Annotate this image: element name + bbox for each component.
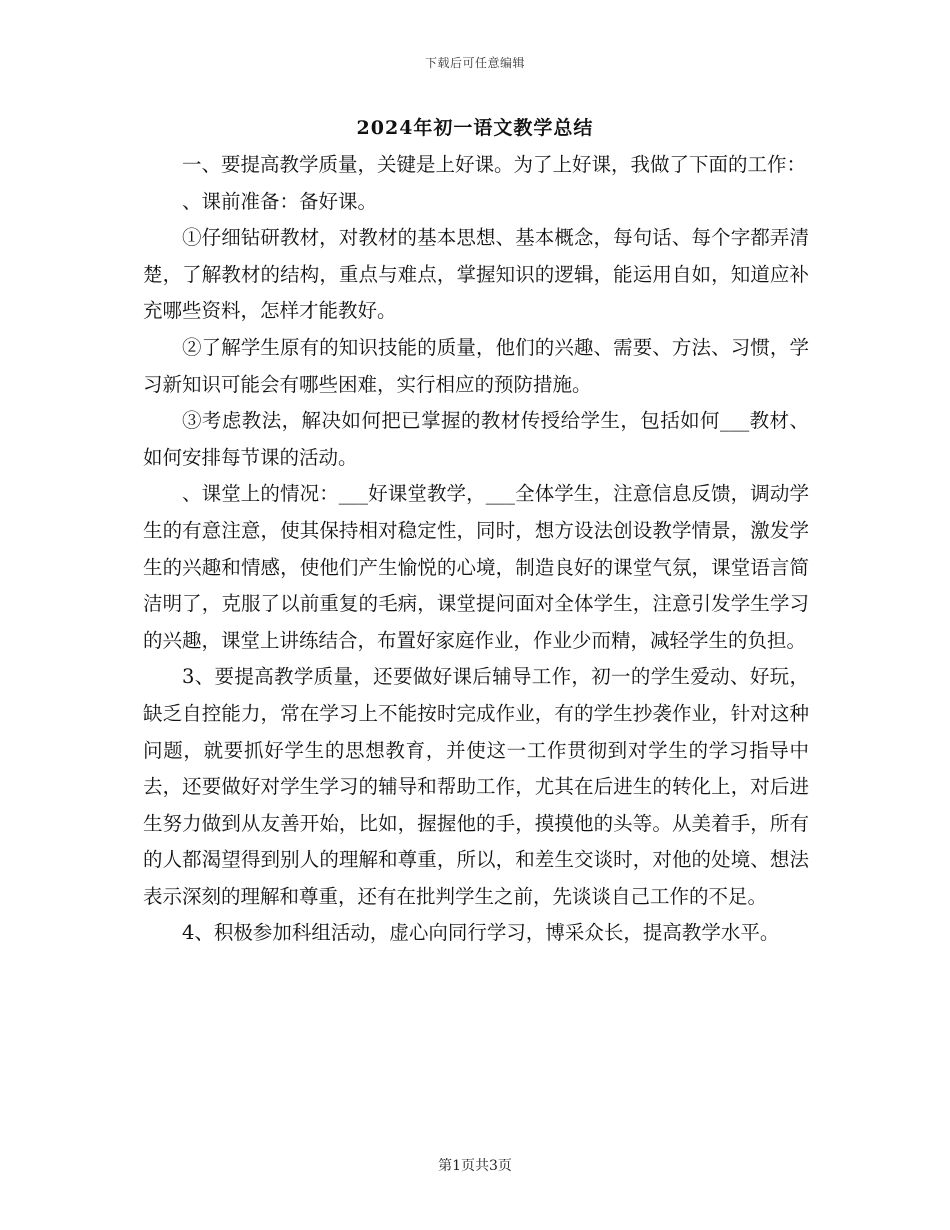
paragraph: 、课堂上的情况：___好课堂教学，___全体学生，注意信息反馈，调动学生的有意注意，使其保持相对稳定性，同时，想方设法创设教学情景，激发学生的兴趣和情感，使他们产生愉悦的心境，制造良好的课堂气氛，课堂语言简洁明了，克服了以前重复的毛病，课堂提问面对全体学生，注意引发学生学习的兴趣，课堂上讲练结合，布置好家庭作业，作业少而精，减轻学生的负担。 xyxy=(143,482,809,652)
header-note: 下载后可任意编辑 xyxy=(424,56,525,70)
paragraph: 3、要提高教学质量，还要做好课后辅导工作，初一的学生爱动、好玩，缺乏自控能力，常在学习上不能按时完成作业，有的学生抄袭作业，针对这种问题，就要抓好学生的思想教育，并使这一工作贯彻到对学生的学习指导中去，还要做好对学生学习的辅导和帮助工作，尤其在后进生的转化上，对后进生努力做到从友善开始，比如，握握他的手，摸摸他的头等。从美着手，所有的人都渴望得到别人的理解和尊重，所以，和差生交谈时，对他的处境、想法表示深刻的理解和尊重，还有在批判学生之前，先谈谈自己工作的不足。 xyxy=(143,665,809,908)
paragraph: 4、积极参加科组活动，虚心向同行学习，博采众长，提高教学水平。 xyxy=(182,921,780,945)
paragraph: 一、要提高教学质量，关键是上好课。为了上好课，我做了下面的工作： xyxy=(182,153,807,176)
paragraph: 、课前准备：备好课。 xyxy=(182,189,378,213)
document-title: 2024年初一语文教学总结 xyxy=(356,117,594,139)
page-footer: 第1页共3页 xyxy=(438,1158,512,1174)
document-body xyxy=(143,147,809,952)
paragraph: ②了解学生原有的知识技能的质量，他们的兴趣、需要、方法、习惯，学习新知识可能会有哪些困难，实行相应的预防措施。 xyxy=(143,335,809,396)
paragraph: ①仔细钻研教材，对教材的基本思想、基本概念，每句话、每个字都弄清楚，了解教材的结构，重点与难点，掌握知识的逻辑，能运用自如，知道应补充哪些资料，怎样才能教好。 xyxy=(143,226,809,323)
paragraph: ③考虑教法，解决如何把已掌握的教材传授给学生，包括如何___教材、如何安排每节课的活动。 xyxy=(143,409,809,469)
